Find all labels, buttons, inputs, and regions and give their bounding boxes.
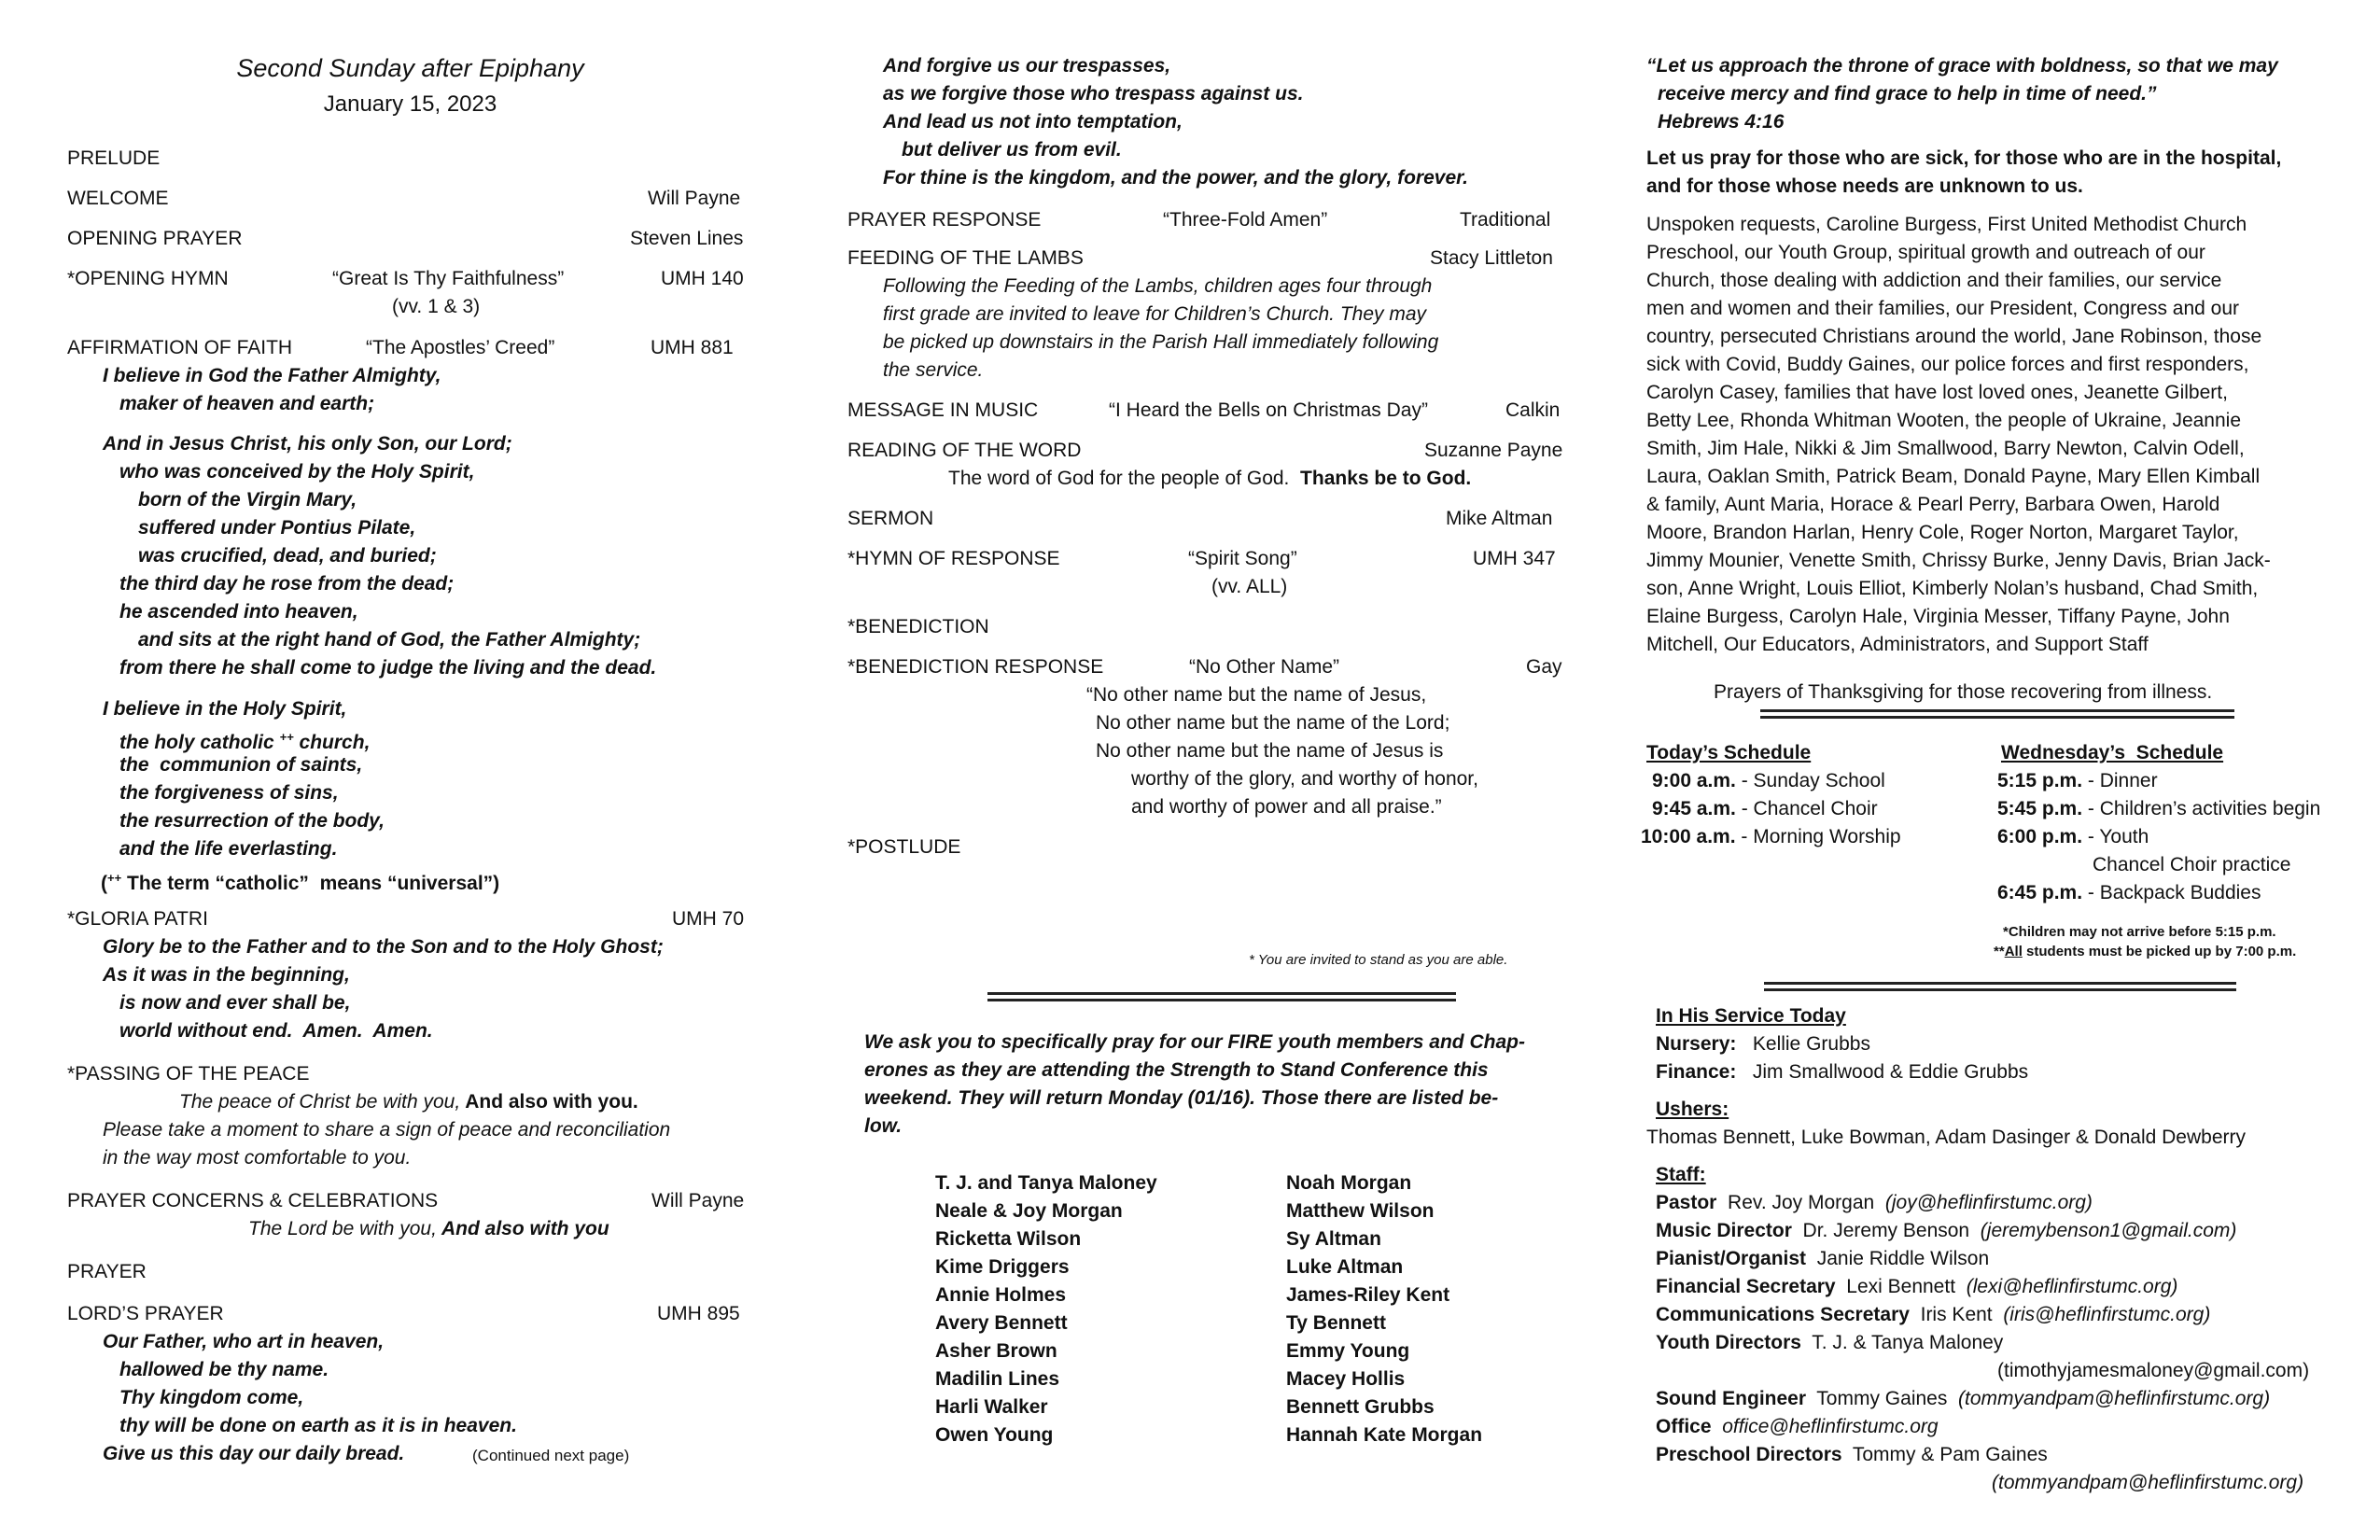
creed-line: and sits at the right hand of God, the Father Almighty; xyxy=(138,629,641,651)
peace-response: And also with you. xyxy=(460,1091,638,1113)
reading-label: READING OF THE WORD xyxy=(847,440,1082,461)
lords-prayer-line: as we forgive those who trespass against us. xyxy=(883,83,1304,105)
message-music-title: “I Heard the Bells on Christmas Day” xyxy=(1109,399,1428,421)
gloria-line: is now and ever shall be, xyxy=(119,992,351,1014)
staff-row xyxy=(1656,1413,1939,1441)
reading-line xyxy=(948,465,1471,493)
fire-member: Neale & Joy Morgan xyxy=(935,1200,1123,1222)
benediction-label: *BENEDICTION xyxy=(847,616,989,637)
lords-prayer-line: but deliver us from evil. xyxy=(902,139,1122,161)
staff-role: Music Director xyxy=(1656,1220,1792,1241)
lambs-label: FEEDING OF THE LAMBS xyxy=(847,247,1084,269)
lords-prayer-number: UMH 895 xyxy=(657,1303,740,1324)
schedule-event: - Morning Worship xyxy=(1735,826,1901,847)
fire-member: Macey Hollis xyxy=(1286,1368,1406,1390)
reading-response: Thanks be to God. xyxy=(1289,468,1472,489)
staff-role: Communications Secretary xyxy=(1656,1304,1910,1325)
staff-name: Dr. Jeremy Benson xyxy=(1791,1220,1981,1241)
staff-name: Iris Kent xyxy=(1909,1304,2004,1325)
schedule-row xyxy=(1997,823,2149,851)
prayer-list-line: sick with Covid, Buddy Gaines, our police forces and first responders, xyxy=(1646,354,2249,375)
page-date: January 15, 2023 xyxy=(323,91,497,117)
staff-row xyxy=(1656,1189,2093,1217)
gloria-label: *GLORIA PATRI xyxy=(67,908,208,930)
schedule-time: 9:45 a.m. xyxy=(1652,798,1736,819)
thanksgiving-line: Prayers of Thanksgiving for those recovering from illness. xyxy=(1714,681,2213,703)
lords-prayer-line: Thy kingdom come, xyxy=(119,1387,304,1408)
creed-line: I believe in the Holy Spirit, xyxy=(103,698,347,720)
benediction-lyric: worthy of the glory, and worthy of honor, xyxy=(1131,768,1478,790)
creed-line: who was conceived by the Holy Spirit, xyxy=(119,461,475,483)
prayer-list-line: Mitchell, Our Educators, Administrators, and Support Staff xyxy=(1646,634,2149,655)
peace-label: *PASSING OF THE PEACE xyxy=(67,1063,310,1085)
concerns-label: PRAYER CONCERNS & CELEBRATIONS xyxy=(67,1190,439,1211)
staff-role: Preschool Directors xyxy=(1656,1444,1842,1465)
benediction-lyric: No other name but the name of Jesus is xyxy=(1096,740,1444,762)
lambs-leader: Stacy Littleton xyxy=(1430,247,1553,269)
affirmation-number: UMH 881 xyxy=(651,337,734,358)
staff-row xyxy=(1656,1217,2236,1245)
fire-member: James-Riley Kent xyxy=(1286,1284,1450,1306)
fire-member: Harli Walker xyxy=(935,1396,1048,1418)
prayer-list-line: country, persecuted Christians around the world, Jane Robinson, those xyxy=(1646,326,2262,347)
schedule-row xyxy=(1997,767,2158,795)
verse-line: “Let us approach the throne of grace with boldness, so that we may xyxy=(1646,55,2278,77)
staff-email[interactable]: (jeremybenson1@gmail.com) xyxy=(1980,1220,2237,1241)
creed-text: church, xyxy=(293,732,371,753)
prayer-response-label: PRAYER RESPONSE xyxy=(847,209,1042,231)
schedule-event: - Sunday School xyxy=(1735,770,1885,791)
prayer-list-line: Unspoken requests, Caroline Burgess, First United Methodist Church xyxy=(1646,214,2247,235)
staff-role: Youth Directors xyxy=(1656,1332,1801,1353)
schedule-row xyxy=(1652,795,1878,823)
affirmation-title: “The Apostles’ Creed” xyxy=(366,337,555,358)
concerns-leader: Will Payne xyxy=(651,1190,745,1211)
fire-member: T. J. and Tanya Maloney xyxy=(935,1172,1157,1194)
staff-row xyxy=(1656,1385,2270,1413)
response-hymn-label: *HYMN OF RESPONSE xyxy=(847,548,1060,569)
staff-name: Tommy Gaines xyxy=(1806,1388,1959,1409)
schedule-row xyxy=(2093,851,2290,879)
fire-member: Sy Altman xyxy=(1286,1228,1381,1250)
service-row xyxy=(1656,1058,2028,1086)
creed-line: was crucified, dead, and buried; xyxy=(138,545,437,567)
stand-note: * You are invited to stand as you are able. xyxy=(1249,952,1508,968)
schedule-time: 5:15 p.m. xyxy=(1997,770,2083,791)
schedule-time: 5:45 p.m. xyxy=(1997,798,2083,819)
opening-hymn-verses: (vv. 1 & 3) xyxy=(392,296,481,317)
prayer-list-line: Carolyn Casey, families that have lost loved ones, Jeanette Gilbert, xyxy=(1646,382,2228,403)
creed-footnote-text: ( xyxy=(101,873,107,894)
service-name: Jim Smallwood & Eddie Grubbs xyxy=(1736,1061,2029,1083)
schedule-event: - Dinner xyxy=(2082,770,2158,791)
ushers-title: Ushers: xyxy=(1656,1099,1729,1120)
peace-line xyxy=(179,1088,638,1116)
message-music-label: MESSAGE IN MUSIC xyxy=(847,399,1039,421)
schedule-event: - Children’s activities begin xyxy=(2082,798,2321,819)
lords-prayer-line: hallowed be thy name. xyxy=(119,1359,329,1380)
gloria-line: world without end. Amen. Amen. xyxy=(119,1020,433,1042)
schedule-note xyxy=(1994,943,2296,961)
staff-row xyxy=(1997,1357,2309,1385)
benediction-lyric: and worthy of power and all praise.” xyxy=(1131,796,1442,818)
fire-member: Annie Holmes xyxy=(935,1284,1067,1306)
fire-member: Avery Bennett xyxy=(935,1312,1068,1334)
creed-line: maker of heaven and earth; xyxy=(119,393,375,414)
staff-role: Pianist/Organist xyxy=(1656,1248,1807,1269)
schedule-event: - Chancel Choir xyxy=(1735,798,1878,819)
staff-title: Staff: xyxy=(1656,1164,1706,1185)
creed-footnote-text: The term “catholic” means “universal”) xyxy=(121,873,500,894)
prayer-list-line: Preschool, our Youth Group, spiritual growth and outreach of our xyxy=(1646,242,2205,263)
lords-prayer-line: Give us this day our daily bread. xyxy=(103,1443,405,1464)
sermon-leader: Mike Altman xyxy=(1446,508,1553,529)
schedule-note-mark: ** xyxy=(1994,944,2005,959)
staff-name xyxy=(1712,1416,1723,1437)
welcome-leader: Will Payne xyxy=(648,188,741,209)
gloria-line: As it was in the beginning, xyxy=(103,964,350,986)
schedule-note-text: students must be picked up by 7:00 p.m. xyxy=(2022,944,2297,959)
lords-prayer-label: LORD’S PRAYER xyxy=(67,1303,224,1324)
prelude-label: PRELUDE xyxy=(67,147,161,169)
divider xyxy=(987,992,1456,1001)
opening-hymn-title: “Great Is Thy Faithfulness” xyxy=(332,268,565,289)
schedule-note-emphasis: All xyxy=(2004,944,2023,959)
footnote-mark: ++ xyxy=(279,730,294,744)
benediction-lyric: “No other name but the name of Jesus, xyxy=(1086,684,1427,706)
peace-line: Please take a moment to share a sign of peace and reconciliation xyxy=(103,1119,671,1141)
wednesday-schedule-title: Wednesday’s Schedule xyxy=(2001,742,2224,763)
creed-line: the communion of saints, xyxy=(119,754,363,776)
creed-line: the forgiveness of sins, xyxy=(119,782,339,804)
service-role: Finance: xyxy=(1656,1061,1737,1083)
staff-name: Janie Riddle Wilson xyxy=(1806,1248,1990,1269)
schedule-event: Chancel Choir practice xyxy=(2093,854,2291,875)
page-title: Second Sunday after Epiphany xyxy=(236,54,584,82)
schedule-row xyxy=(1652,767,1885,795)
fire-member: Hannah Kate Morgan xyxy=(1286,1424,1483,1446)
prayer-list-line: & family, Aunt Maria, Horace & Pearl Perry, Barbara Owen, Harold xyxy=(1646,494,2220,515)
response-hymn-number: UMH 347 xyxy=(1473,548,1556,569)
prayer-list-line: Jimmy Mounier, Venette Smith, Chrissy Burke, Jenny Davis, Brian Jack- xyxy=(1646,550,2271,571)
creed-line: born of the Virgin Mary, xyxy=(138,489,357,511)
staff-role: Office xyxy=(1656,1416,1712,1437)
fire-member: Luke Altman xyxy=(1286,1256,1404,1278)
staff-row xyxy=(1656,1245,1989,1273)
staff-email[interactable]: (iris@heflinfirstumc.org) xyxy=(2003,1304,2211,1325)
fire-member: Ricketta Wilson xyxy=(935,1228,1082,1250)
opening-prayer-leader: Steven Lines xyxy=(630,228,744,249)
opening-hymn-label: *OPENING HYMN xyxy=(67,268,229,289)
concerns-text: The Lord be with you, xyxy=(248,1218,437,1239)
staff-name: Tommy & Pam Gaines xyxy=(1841,1444,2048,1465)
ushers-list: Thomas Bennett, Luke Bowman, Adam Dasinger & Donald Dewberry xyxy=(1646,1127,2246,1148)
gloria-line: Glory be to the Father and to the Son and to the Holy Ghost; xyxy=(103,936,664,958)
lords-prayer-line: Our Father, who art in heaven, xyxy=(103,1331,385,1352)
concerns-response: And also with you xyxy=(436,1218,609,1239)
gloria-number: UMH 70 xyxy=(672,908,745,930)
lords-prayer-line: And lead us not into temptation, xyxy=(883,111,1183,133)
schedule-event: - Backpack Buddies xyxy=(2082,882,2261,903)
prayer-list-line: Betty Lee, Rhonda Whitman Wooten, the people of Ukraine, Jeannie xyxy=(1646,410,2242,431)
fire-intro-line: We ask you to specifically pray for our FIRE youth members and Chap- xyxy=(864,1031,1525,1053)
fire-intro-line: weekend. They will return Monday (01/16). Those there are listed be- xyxy=(864,1087,1499,1109)
staff-row xyxy=(1656,1441,2048,1469)
schedule-note: *Children may not arrive before 5:15 p.m. xyxy=(2003,924,2276,940)
sermon-label: SERMON xyxy=(847,508,934,529)
opening-prayer-label: OPENING PRAYER xyxy=(67,228,243,249)
fire-member: Bennett Grubbs xyxy=(1286,1396,1435,1418)
staff-row xyxy=(1992,1469,2303,1497)
service-role: Nursery: xyxy=(1656,1033,1737,1055)
staff-name: Lexi Bennett xyxy=(1835,1276,1967,1297)
fire-member: Madilin Lines xyxy=(935,1368,1060,1390)
creed-line: he ascended into heaven, xyxy=(119,601,358,623)
staff-name: Rev. Joy Morgan xyxy=(1716,1192,1885,1213)
verse-line: receive mercy and find grace to help in time of need.” xyxy=(1658,83,2157,105)
fire-member: Ty Bennett xyxy=(1286,1312,1386,1334)
staff-email[interactable]: (tommyandpam@heflinfirstumc.org) xyxy=(1992,1472,2304,1493)
staff-email[interactable]: office@heflinfirstumc.org xyxy=(1722,1416,1939,1437)
lords-prayer-line: thy will be done on earth as it is in heaven. xyxy=(119,1415,517,1436)
prayer-list-line: men and women and their families, our President, Congress and our xyxy=(1646,298,2240,319)
prayer-list-line: Moore, Brandon Harlan, Henry Cole, Roger Norton, Margaret Taylor, xyxy=(1646,522,2239,543)
verse-reference: Hebrews 4:16 xyxy=(1658,111,1785,133)
staff-role: Pastor xyxy=(1656,1192,1717,1213)
concerns-line xyxy=(248,1215,609,1243)
response-hymn-verses: (vv. ALL) xyxy=(1211,576,1288,597)
benediction-response-label: *BENEDICTION RESPONSE xyxy=(847,656,1104,678)
benediction-lyric: No other name but the name of the Lord; xyxy=(1096,712,1450,734)
creed-line: the resurrection of the body, xyxy=(119,810,385,832)
creed-line: I believe in God the Father Almighty, xyxy=(103,365,441,386)
service-title: In His Service Today xyxy=(1656,1005,1846,1027)
creed-line: from there he shall come to judge the living and the dead. xyxy=(119,657,657,679)
schedule-row xyxy=(1997,795,2320,823)
prayer-list-line: Smith, Jim Hale, Nikki & Jim Smallwood, Barry Newton, Calvin Odell, xyxy=(1646,438,2245,459)
staff-row xyxy=(1656,1273,2177,1301)
peace-text: The peace of Christ be with you, xyxy=(179,1091,461,1113)
creed-line: suffered under Pontius Pilate, xyxy=(138,517,416,539)
creed-line: the third day he rose from the dead; xyxy=(119,573,455,595)
prayer-list-line: Laura, Oaklan Smith, Patrick Beam, Donald Payne, Mary Ellen Kimball xyxy=(1646,466,2261,487)
schedule-time: 9:00 a.m. xyxy=(1652,770,1736,791)
fire-member: Emmy Young xyxy=(1286,1340,1410,1362)
staff-role: Financial Secretary xyxy=(1656,1276,1836,1297)
schedule-time: 10:00 a.m. xyxy=(1641,826,1736,847)
staff-email[interactable]: (lexi@heflinfirstumc.org) xyxy=(1966,1276,2178,1297)
welcome-label: WELCOME xyxy=(67,188,169,209)
divider xyxy=(1760,709,2234,719)
creed-line: And in Jesus Christ, his only Son, our Lord; xyxy=(103,433,512,455)
creed-line: and the life everlasting. xyxy=(119,838,338,860)
staff-role: Sound Engineer xyxy=(1656,1388,1807,1409)
reading-text: The word of God for the people of God. xyxy=(948,468,1290,489)
fire-member: Owen Young xyxy=(935,1424,1054,1446)
benediction-response-composer: Gay xyxy=(1526,656,1562,678)
prayer-list-line: son, Anne Wright, Louis Elliot, Kimberly Nolan’s husband, Chad Smith, xyxy=(1646,578,2259,599)
reading-leader: Suzanne Payne xyxy=(1424,440,1563,461)
staff-row xyxy=(1656,1329,2003,1357)
lambs-line: first grade are invited to leave for Children’s Church. They may xyxy=(883,303,1427,325)
staff-email[interactable]: (joy@heflinfirstumc.org) xyxy=(1884,1192,2093,1213)
fire-member: Noah Morgan xyxy=(1286,1172,1412,1194)
peace-line: in the way most comfortable to you. xyxy=(103,1147,412,1169)
prayer-call-line: Let us pray for those who are sick, for those who are in the hospital, xyxy=(1646,147,2282,169)
prayer-list-line: Church, those dealing with addiction and their families, our service xyxy=(1646,270,2222,291)
prayer-call-line: and for those whose needs are unknown to us. xyxy=(1646,175,2083,197)
prayer-response-source: Traditional xyxy=(1460,209,1551,231)
continued-note: (Continued next page) xyxy=(472,1447,630,1464)
lords-prayer-line: And forgive us our trespasses, xyxy=(883,55,1171,77)
schedule-row xyxy=(1641,823,1901,851)
staff-row xyxy=(1656,1301,2210,1329)
lords-prayer-line: For thine is the kingdom, and the power, and the glory, forever. xyxy=(883,167,1468,189)
fire-member: Asher Brown xyxy=(935,1340,1057,1362)
schedule-time: 6:45 p.m. xyxy=(1997,882,2083,903)
divider xyxy=(1764,982,2236,991)
creed-text: the holy catholic xyxy=(119,732,280,753)
response-hymn-title: “Spirit Song” xyxy=(1188,548,1297,569)
footnote-mark: ++ xyxy=(107,871,122,885)
schedule-event: - Youth xyxy=(2082,826,2149,847)
staff-name: T. J. & Tanya Maloney xyxy=(1800,1332,2004,1353)
lambs-line: Following the Feeding of the Lambs, children ages four through xyxy=(883,275,1433,297)
fire-intro-line: low. xyxy=(864,1115,903,1137)
staff-email[interactable]: (tommyandpam@heflinfirstumc.org) xyxy=(1958,1388,2271,1409)
fire-member: Kime Driggers xyxy=(935,1256,1070,1278)
affirmation-label: AFFIRMATION OF FAITH xyxy=(67,337,293,358)
prayer-response-title: “Three-Fold Amen” xyxy=(1163,209,1328,231)
creed-footnote xyxy=(101,864,499,898)
message-music-composer: Calkin xyxy=(1505,399,1561,421)
benediction-response-title: “No Other Name” xyxy=(1189,656,1340,678)
schedule-row xyxy=(1997,879,2261,907)
service-name: Kellie Grubbs xyxy=(1736,1033,1870,1055)
today-schedule-title: Today’s Schedule xyxy=(1646,742,1812,763)
lambs-line: be picked up downstairs in the Parish Hall immediately following xyxy=(883,331,1439,353)
fire-intro-line: erones as they are attending the Strength to Stand Conference this xyxy=(864,1059,1489,1081)
lambs-line: the service. xyxy=(883,359,984,381)
staff-email[interactable]: (timothyjamesmaloney@gmail.com) xyxy=(1997,1360,2310,1381)
schedule-time: 6:00 p.m. xyxy=(1997,826,2083,847)
service-row xyxy=(1656,1030,1870,1058)
prayer-list-line: Elaine Burgess, Carolyn Hale, Virginia Messer, Tiffany Payne, John xyxy=(1646,606,2230,627)
postlude-label: *POSTLUDE xyxy=(847,836,961,858)
fire-member: Matthew Wilson xyxy=(1286,1200,1435,1222)
opening-hymn-number: UMH 140 xyxy=(661,268,744,289)
prayer-label: PRAYER xyxy=(67,1261,147,1282)
